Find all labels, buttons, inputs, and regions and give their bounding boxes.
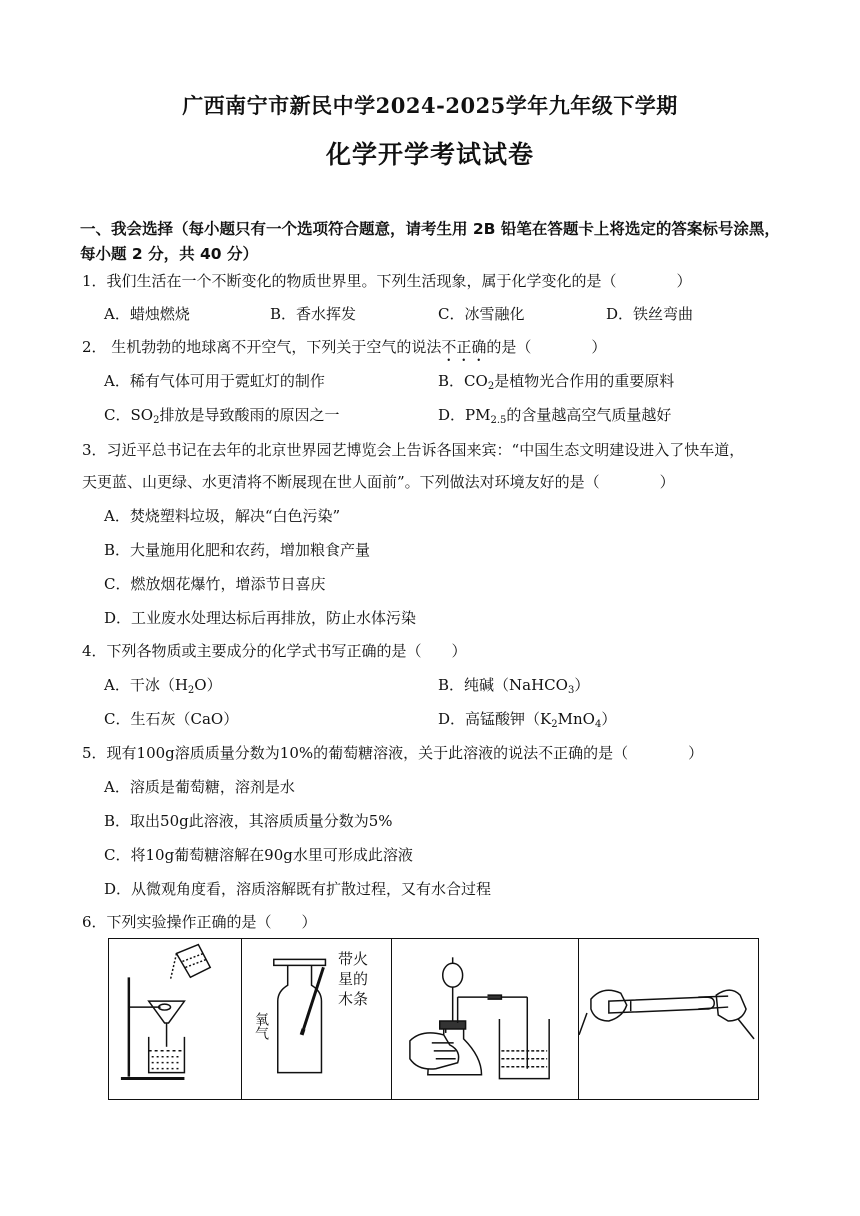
emphasis-text: 不正确 [441, 338, 487, 356]
section-heading: 一、我会选择（每小题只有一个选项符合题意，请考生用 2B 铅笔在答题卡上将选定的答案标号涂黑，每小题 2 分，共 40 分） [80, 220, 780, 263]
title-line-2: 化学开学考试试卷 [325, 140, 534, 169]
q4-option-b: B．纯碱（NaHCO$_3$） [438, 676, 590, 696]
q3-option-a: A．焚烧塑料垃圾，解决“白色污染” [104, 507, 341, 525]
question-3-stem-line-1: 3．习近平总书记在去年的北京世界园艺博览会上告诉各国来宾：“中国生态文明建设进入了快车道， [82, 441, 745, 459]
question-4-stem: 4．下列各物质或主要成分的化学式书写正确的是（ ） [82, 642, 467, 660]
q4-option-c: C．生石灰（CaO） [104, 710, 239, 728]
oxygen-bottle-test-icon [242, 939, 392, 1099]
q1-option-b: B．香水挥发 [270, 305, 357, 323]
glowing-stick-label: 带火星的木条 [338, 950, 369, 1008]
q1-option-d: D．铁丝弯曲 [606, 305, 694, 323]
q4-option-a: A．干冰$(H_2O)$ [104, 676, 222, 696]
question-6-stem: 6．下列实验操作正确的是（ ） [82, 913, 317, 931]
q3-option-d: D．工业废水处理达标后再排放，防止水体污染 [104, 609, 417, 627]
q3-option-c: C．燃放烟花爆竹，增添节日喜庆 [104, 575, 326, 593]
experiment-figure-table [108, 938, 759, 1100]
oxygen-label: 氧气 [253, 1012, 269, 1040]
airtightness-check-icon [392, 939, 579, 1099]
q1-option-a: A．蜡烛燃烧 [104, 305, 190, 323]
q5-option-b: B．取出50g此溶液，其溶质质量分数为5% [104, 812, 393, 830]
q5-option-d: D．从微观角度看，溶质溶解既有扩散过程，又有水合过程 [104, 880, 492, 898]
q2-option-b: B．$CO_2$是植物光合作用的重要原料 [438, 372, 675, 392]
question-2-stem: 2． 生机勃勃的地球离不开空气，下列关于空气的说法不正确的是（ ） [82, 338, 607, 356]
q5-option-c: C．将10g葡萄糖溶解在90g水里可形成此溶液 [104, 846, 413, 864]
q2-option-a: A．稀有气体可用于霓虹灯的制作 [104, 372, 325, 390]
question-3-stem-line-2: 天更蓝、山更绿、水更清将不断展现在世人面前”。下列做法对环境友好的是（ ） [82, 473, 675, 491]
filtration-apparatus-icon [109, 939, 242, 1099]
q3-option-b: B．大量施用化肥和农药，增加粮食产量 [104, 541, 371, 559]
question-1-stem: 1．我们生活在一个不断变化的物质世界里。下列生活现象，属于化学变化的是（ ） [82, 272, 692, 290]
q1-option-c: C．冰雪融化 [438, 305, 525, 323]
q4-option-d: D．高锰酸钾$(K_2MnO_4)$ [438, 710, 617, 730]
q2-option-d: D．$PM_{2.5}$的含量越高空气质量越好 [438, 406, 672, 426]
question-5-stem: 5．现有100g溶质质量分数为10%的葡萄糖溶液，关于此溶液的说法不正确的是（ ） [82, 744, 704, 762]
q2-option-c: C．$SO_2$排放是导致酸雨的原因之一 [104, 406, 340, 426]
title-line-1: 广西南宁市新民中学2024-2025学年九年级下学期 [182, 93, 678, 118]
test-tube-handling-icon [579, 939, 758, 1099]
q5-option-a: A．溶质是葡萄糖，溶剂是水 [104, 778, 295, 796]
